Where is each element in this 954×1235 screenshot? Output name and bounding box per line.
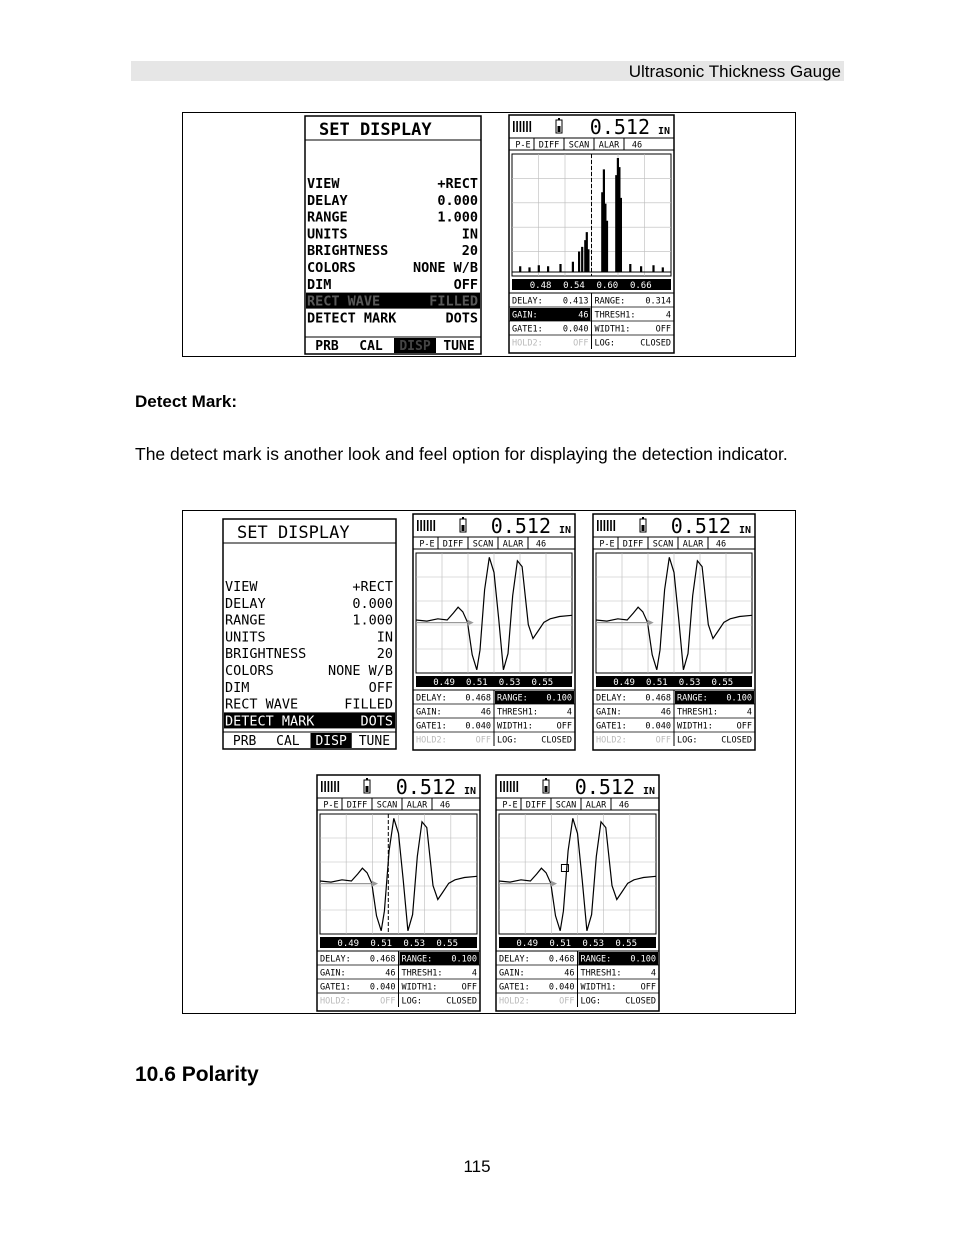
info-label: LOG: xyxy=(594,338,615,349)
signal-bar xyxy=(516,121,518,132)
info-label: DELAY: xyxy=(512,296,543,307)
signal-bar xyxy=(427,520,429,531)
status-scan: SCAN xyxy=(652,539,674,550)
info-value: 46 xyxy=(578,310,589,321)
gauge-screen xyxy=(496,775,659,1011)
info-label: GAIN: xyxy=(512,310,538,321)
axis-tick-label: 0.55 xyxy=(531,678,554,688)
battery-level xyxy=(558,126,561,132)
signal-bar xyxy=(331,781,333,792)
axis-tick-label: 0.51 xyxy=(645,678,668,688)
figure-detect-mark-styles xyxy=(182,510,796,1014)
info-value: OFF xyxy=(380,996,396,1007)
status-scan: SCAN xyxy=(555,800,577,811)
signal-bar xyxy=(434,520,436,531)
signal-bar xyxy=(321,781,323,792)
signal-bar xyxy=(517,781,519,792)
signal-bar xyxy=(507,781,509,792)
info-label: LOG: xyxy=(401,996,422,1007)
axis-tick-label: 0.49 xyxy=(433,678,455,688)
info-value: CLOSED xyxy=(541,735,572,746)
info-value: 0.413 xyxy=(562,296,589,307)
status-scan: SCAN xyxy=(472,539,494,550)
reading-unit: IN xyxy=(463,786,476,797)
info-label: THRESH1: xyxy=(401,968,443,979)
menu-row-value: FILLED xyxy=(344,696,393,713)
info-label: HOLD2: xyxy=(320,996,351,1007)
menu-row-value: 20 xyxy=(376,646,393,663)
status-p-e: P-E xyxy=(323,800,339,811)
info-value: 0.100 xyxy=(546,693,572,704)
menu-row-value: 1.000 xyxy=(437,209,478,226)
info-value: 0.468 xyxy=(465,693,491,704)
info-value: OFF xyxy=(573,338,589,349)
figure-2-canvas xyxy=(183,511,795,1013)
info-value: 46 xyxy=(564,968,575,979)
signal-bar xyxy=(600,520,602,531)
tab-prb: PRB xyxy=(232,734,257,749)
info-label: DELAY: xyxy=(416,693,447,704)
menu-row-label: DELAY xyxy=(307,192,348,209)
battery-level xyxy=(545,786,548,792)
info-value: 0.468 xyxy=(645,693,671,704)
signal-bar xyxy=(328,781,330,792)
battery-tip xyxy=(545,778,547,780)
info-label: GATE1: xyxy=(512,324,543,335)
signal-bar xyxy=(610,520,612,531)
menu-row-label: DELAY xyxy=(225,595,266,612)
info-value: OFF xyxy=(559,996,575,1007)
axis-tick-label: 0.55 xyxy=(711,678,734,688)
menu-row-value: DOTS xyxy=(360,713,393,730)
info-value: 0.468 xyxy=(369,954,396,965)
info-value: 0.100 xyxy=(726,693,752,704)
info-label: DELAY: xyxy=(499,954,530,965)
info-label: RANGE: xyxy=(401,954,433,965)
info-label: WIDTH1: xyxy=(401,982,438,993)
signal-bar xyxy=(424,520,426,531)
thickness-reading: 0.512 xyxy=(670,514,731,538)
info-label: RANGE: xyxy=(580,954,612,965)
status-46: 46 xyxy=(631,140,643,151)
menu-row-value: 20 xyxy=(461,243,478,260)
gauge-screen xyxy=(317,775,480,1011)
axis-tick-label: 0.60 xyxy=(596,281,619,291)
info-label: DELAY: xyxy=(596,693,627,704)
info-value: OFF xyxy=(475,735,491,746)
menu-row-label: VIEW xyxy=(307,176,340,192)
info-label: RANGE: xyxy=(677,693,708,704)
info-label: LOG: xyxy=(497,735,518,746)
menu-row-value: +RECT xyxy=(352,579,393,595)
tab-disp: DISP xyxy=(399,339,431,354)
signal-bar xyxy=(513,781,515,792)
status-alar: ALAR xyxy=(585,800,607,811)
gauge-screen xyxy=(413,514,575,750)
menu-row-value: NONE W/B xyxy=(327,663,393,679)
section-heading-polarity: 10.6 Polarity xyxy=(135,1063,259,1086)
axis-tick-label: 0.55 xyxy=(436,939,459,949)
info-value: 46 xyxy=(385,968,396,979)
set-display-menu xyxy=(223,519,396,749)
info-label: GAIN: xyxy=(416,707,442,718)
axis-tick-label: 0.66 xyxy=(629,281,652,291)
reading-unit: IN xyxy=(558,525,571,536)
status-46: 46 xyxy=(439,800,451,811)
status-46: 46 xyxy=(618,800,630,811)
info-value: 46 xyxy=(660,707,671,718)
info-label: WIDTH1: xyxy=(594,324,631,335)
status-46: 46 xyxy=(535,539,547,550)
info-value: 0.040 xyxy=(465,721,491,732)
signal-bar xyxy=(417,520,419,531)
gauge-screen xyxy=(593,514,755,750)
battery-level xyxy=(462,525,465,531)
menu-row-label: UNITS xyxy=(307,226,348,243)
tab-cal: CAL xyxy=(359,339,383,354)
info-value: OFF xyxy=(461,982,477,993)
menu-row-label: BRIGHTNESS xyxy=(225,646,307,663)
reading-unit: IN xyxy=(738,525,751,536)
info-value: 0.100 xyxy=(630,954,656,965)
battery-tip xyxy=(366,778,368,780)
status-alar: ALAR xyxy=(502,539,524,550)
info-value: 0.040 xyxy=(548,982,575,993)
axis-tick-label: 0.53 xyxy=(678,678,701,688)
axis-tick-label: 0.51 xyxy=(370,939,393,949)
axis-tick-label: 0.49 xyxy=(516,939,539,949)
info-value: CLOSED xyxy=(721,735,752,746)
info-value: 0.468 xyxy=(548,954,575,965)
battery-tip xyxy=(558,118,560,120)
menu-row-label: DIM xyxy=(307,276,332,293)
tab-cal: CAL xyxy=(276,734,300,749)
info-label: THRESH1: xyxy=(677,707,718,718)
info-label: WIDTH1: xyxy=(580,982,617,993)
signal-bar xyxy=(526,121,528,132)
menu-row-value: OFF xyxy=(368,679,393,696)
status-alar: ALAR xyxy=(598,140,620,151)
info-label: LOG: xyxy=(677,735,698,746)
figure-1-canvas xyxy=(183,113,795,356)
info-value: CLOSED xyxy=(625,996,656,1007)
menu-row-value: DOTS xyxy=(445,310,478,327)
info-value: OFF xyxy=(640,982,656,993)
info-value: CLOSED xyxy=(640,338,671,349)
menu-row-value: FILLED xyxy=(429,293,478,310)
info-label: GAIN: xyxy=(320,968,346,979)
status-p-e: P-E xyxy=(515,140,531,151)
axis-tick-label: 0.55 xyxy=(615,939,638,949)
signal-bar xyxy=(420,520,422,531)
thickness-reading: 0.512 xyxy=(395,775,456,799)
thickness-reading: 0.512 xyxy=(574,775,635,799)
info-value: 0.040 xyxy=(562,324,589,335)
menu-row-label: COLORS xyxy=(225,663,274,679)
menu-row-value: IN xyxy=(461,226,478,243)
info-label: THRESH1: xyxy=(580,968,622,979)
tab-tune: TUNE xyxy=(443,339,475,354)
gauge-screen xyxy=(509,115,674,353)
info-value: 4 xyxy=(650,968,656,979)
signal-bar xyxy=(520,121,522,132)
info-label: HOLD2: xyxy=(416,735,447,746)
signal-bar xyxy=(597,520,599,531)
menu-row-value: +RECT xyxy=(437,176,478,192)
status-diff: DIFF xyxy=(525,800,547,811)
axis-tick-label: 0.53 xyxy=(403,939,426,949)
menu-row-value: NONE W/B xyxy=(412,260,478,276)
info-value: 0.314 xyxy=(645,296,671,307)
battery-level xyxy=(366,786,369,792)
status-alar: ALAR xyxy=(406,800,428,811)
menu-row-label: RANGE xyxy=(307,209,348,226)
status-diff: DIFF xyxy=(538,140,560,151)
figure-detect-mark-menu xyxy=(182,112,796,357)
menu-row-label: RECT WAVE xyxy=(225,696,299,713)
set-display-menu xyxy=(305,116,481,354)
info-value: 4 xyxy=(471,968,477,979)
menu-row-value: 0.000 xyxy=(437,192,478,209)
status-diff: DIFF xyxy=(622,539,644,550)
axis-tick-label: 0.49 xyxy=(613,678,635,688)
menu-row-label: COLORS xyxy=(307,260,356,276)
status-alar: ALAR xyxy=(682,539,704,550)
signal-bar xyxy=(324,781,326,792)
info-value: CLOSED xyxy=(446,996,477,1007)
reading-unit: IN xyxy=(657,126,670,137)
axis-tick-label: 0.48 xyxy=(529,281,552,291)
menu-title: SET DISPLAY xyxy=(237,523,350,543)
running-header xyxy=(131,61,844,81)
info-value: 0.040 xyxy=(369,982,396,993)
status-scan: SCAN xyxy=(376,800,398,811)
status-46: 46 xyxy=(715,539,727,550)
info-label: THRESH1: xyxy=(594,310,636,321)
menu-row-label: DIM xyxy=(225,679,250,696)
info-label: GATE1: xyxy=(320,982,351,993)
battery-tip xyxy=(642,517,644,519)
menu-row-label: UNITS xyxy=(225,629,266,646)
menu-title: SET DISPLAY xyxy=(319,120,432,140)
axis-tick-label: 0.53 xyxy=(582,939,605,949)
info-label: HOLD2: xyxy=(596,735,627,746)
info-label: HOLD2: xyxy=(512,338,543,349)
signal-bar xyxy=(510,781,512,792)
signal-bar xyxy=(503,781,505,792)
signal-bar xyxy=(614,520,616,531)
signal-bar xyxy=(607,520,609,531)
tab-prb: PRB xyxy=(315,339,339,354)
info-value: 46 xyxy=(480,707,491,718)
signal-bar xyxy=(500,781,502,792)
axis-tick-label: 0.53 xyxy=(498,678,521,688)
menu-row-label: VIEW xyxy=(225,579,258,595)
info-value: OFF xyxy=(655,324,671,335)
thickness-reading: 0.512 xyxy=(490,514,551,538)
axis-tick-label: 0.49 xyxy=(337,939,360,949)
info-value: 0.100 xyxy=(451,954,477,965)
axis-tick-label: 0.51 xyxy=(549,939,572,949)
header-title: Ultrasonic Thickness Gauge xyxy=(628,62,841,81)
signal-bar xyxy=(338,781,340,792)
axis-tick-label: 0.54 xyxy=(563,281,585,291)
signal-bar xyxy=(334,781,336,792)
reading-unit: IN xyxy=(642,786,655,797)
thickness-reading: 0.512 xyxy=(589,115,650,139)
menu-row-value: 0.000 xyxy=(352,595,393,612)
info-value: OFF xyxy=(655,735,671,746)
info-label: GAIN: xyxy=(499,968,525,979)
status-p-e: P-E xyxy=(599,539,615,550)
menu-row-label: RANGE xyxy=(225,612,266,629)
tab-disp: DISP xyxy=(315,734,347,749)
status-scan: SCAN xyxy=(568,140,590,151)
menu-row-label: DETECT MARK xyxy=(307,310,397,327)
menu-row-value: 1.000 xyxy=(352,612,393,629)
signal-bar xyxy=(530,121,532,132)
detect-mark-paragraph: The detect mark is another look and feel option for displaying the detection indicator. xyxy=(135,444,788,464)
info-value: OFF xyxy=(556,721,572,732)
menu-row-label: RECT WAVE xyxy=(307,293,381,310)
tab-tune: TUNE xyxy=(358,734,391,749)
signal-bar xyxy=(513,121,515,132)
signal-bar xyxy=(430,520,432,531)
info-label: LOG: xyxy=(580,996,601,1007)
info-label: DELAY: xyxy=(320,954,351,965)
battery-level xyxy=(642,525,645,531)
info-value: 4 xyxy=(665,310,671,321)
signal-bar xyxy=(604,520,606,531)
info-value: 0.040 xyxy=(645,721,671,732)
info-label: GATE1: xyxy=(596,721,627,732)
menu-row-value: IN xyxy=(376,629,393,646)
info-label: WIDTH1: xyxy=(497,721,533,732)
status-diff: DIFF xyxy=(346,800,368,811)
info-label: RANGE: xyxy=(594,296,626,307)
info-value: OFF xyxy=(736,721,752,732)
menu-row-value: OFF xyxy=(453,276,478,293)
info-label: THRESH1: xyxy=(497,707,538,718)
info-label: RANGE: xyxy=(497,693,528,704)
menu-row-label: BRIGHTNESS xyxy=(307,243,389,260)
signal-bar xyxy=(523,121,525,132)
section-heading-detect-mark: Detect Mark: xyxy=(135,392,238,411)
info-label: WIDTH1: xyxy=(677,721,713,732)
status-diff: DIFF xyxy=(442,539,464,550)
info-value: 4 xyxy=(746,707,752,718)
axis-tick-label: 0.51 xyxy=(465,678,488,688)
battery-tip xyxy=(462,517,464,519)
info-label: GATE1: xyxy=(416,721,447,732)
info-value: 4 xyxy=(566,707,572,718)
status-p-e: P-E xyxy=(502,800,518,811)
status-p-e: P-E xyxy=(419,539,435,550)
page-number: 115 xyxy=(463,1157,491,1176)
info-label: GATE1: xyxy=(499,982,530,993)
info-label: GAIN: xyxy=(596,707,622,718)
info-label: HOLD2: xyxy=(499,996,530,1007)
menu-row-label: DETECT MARK xyxy=(225,713,315,730)
